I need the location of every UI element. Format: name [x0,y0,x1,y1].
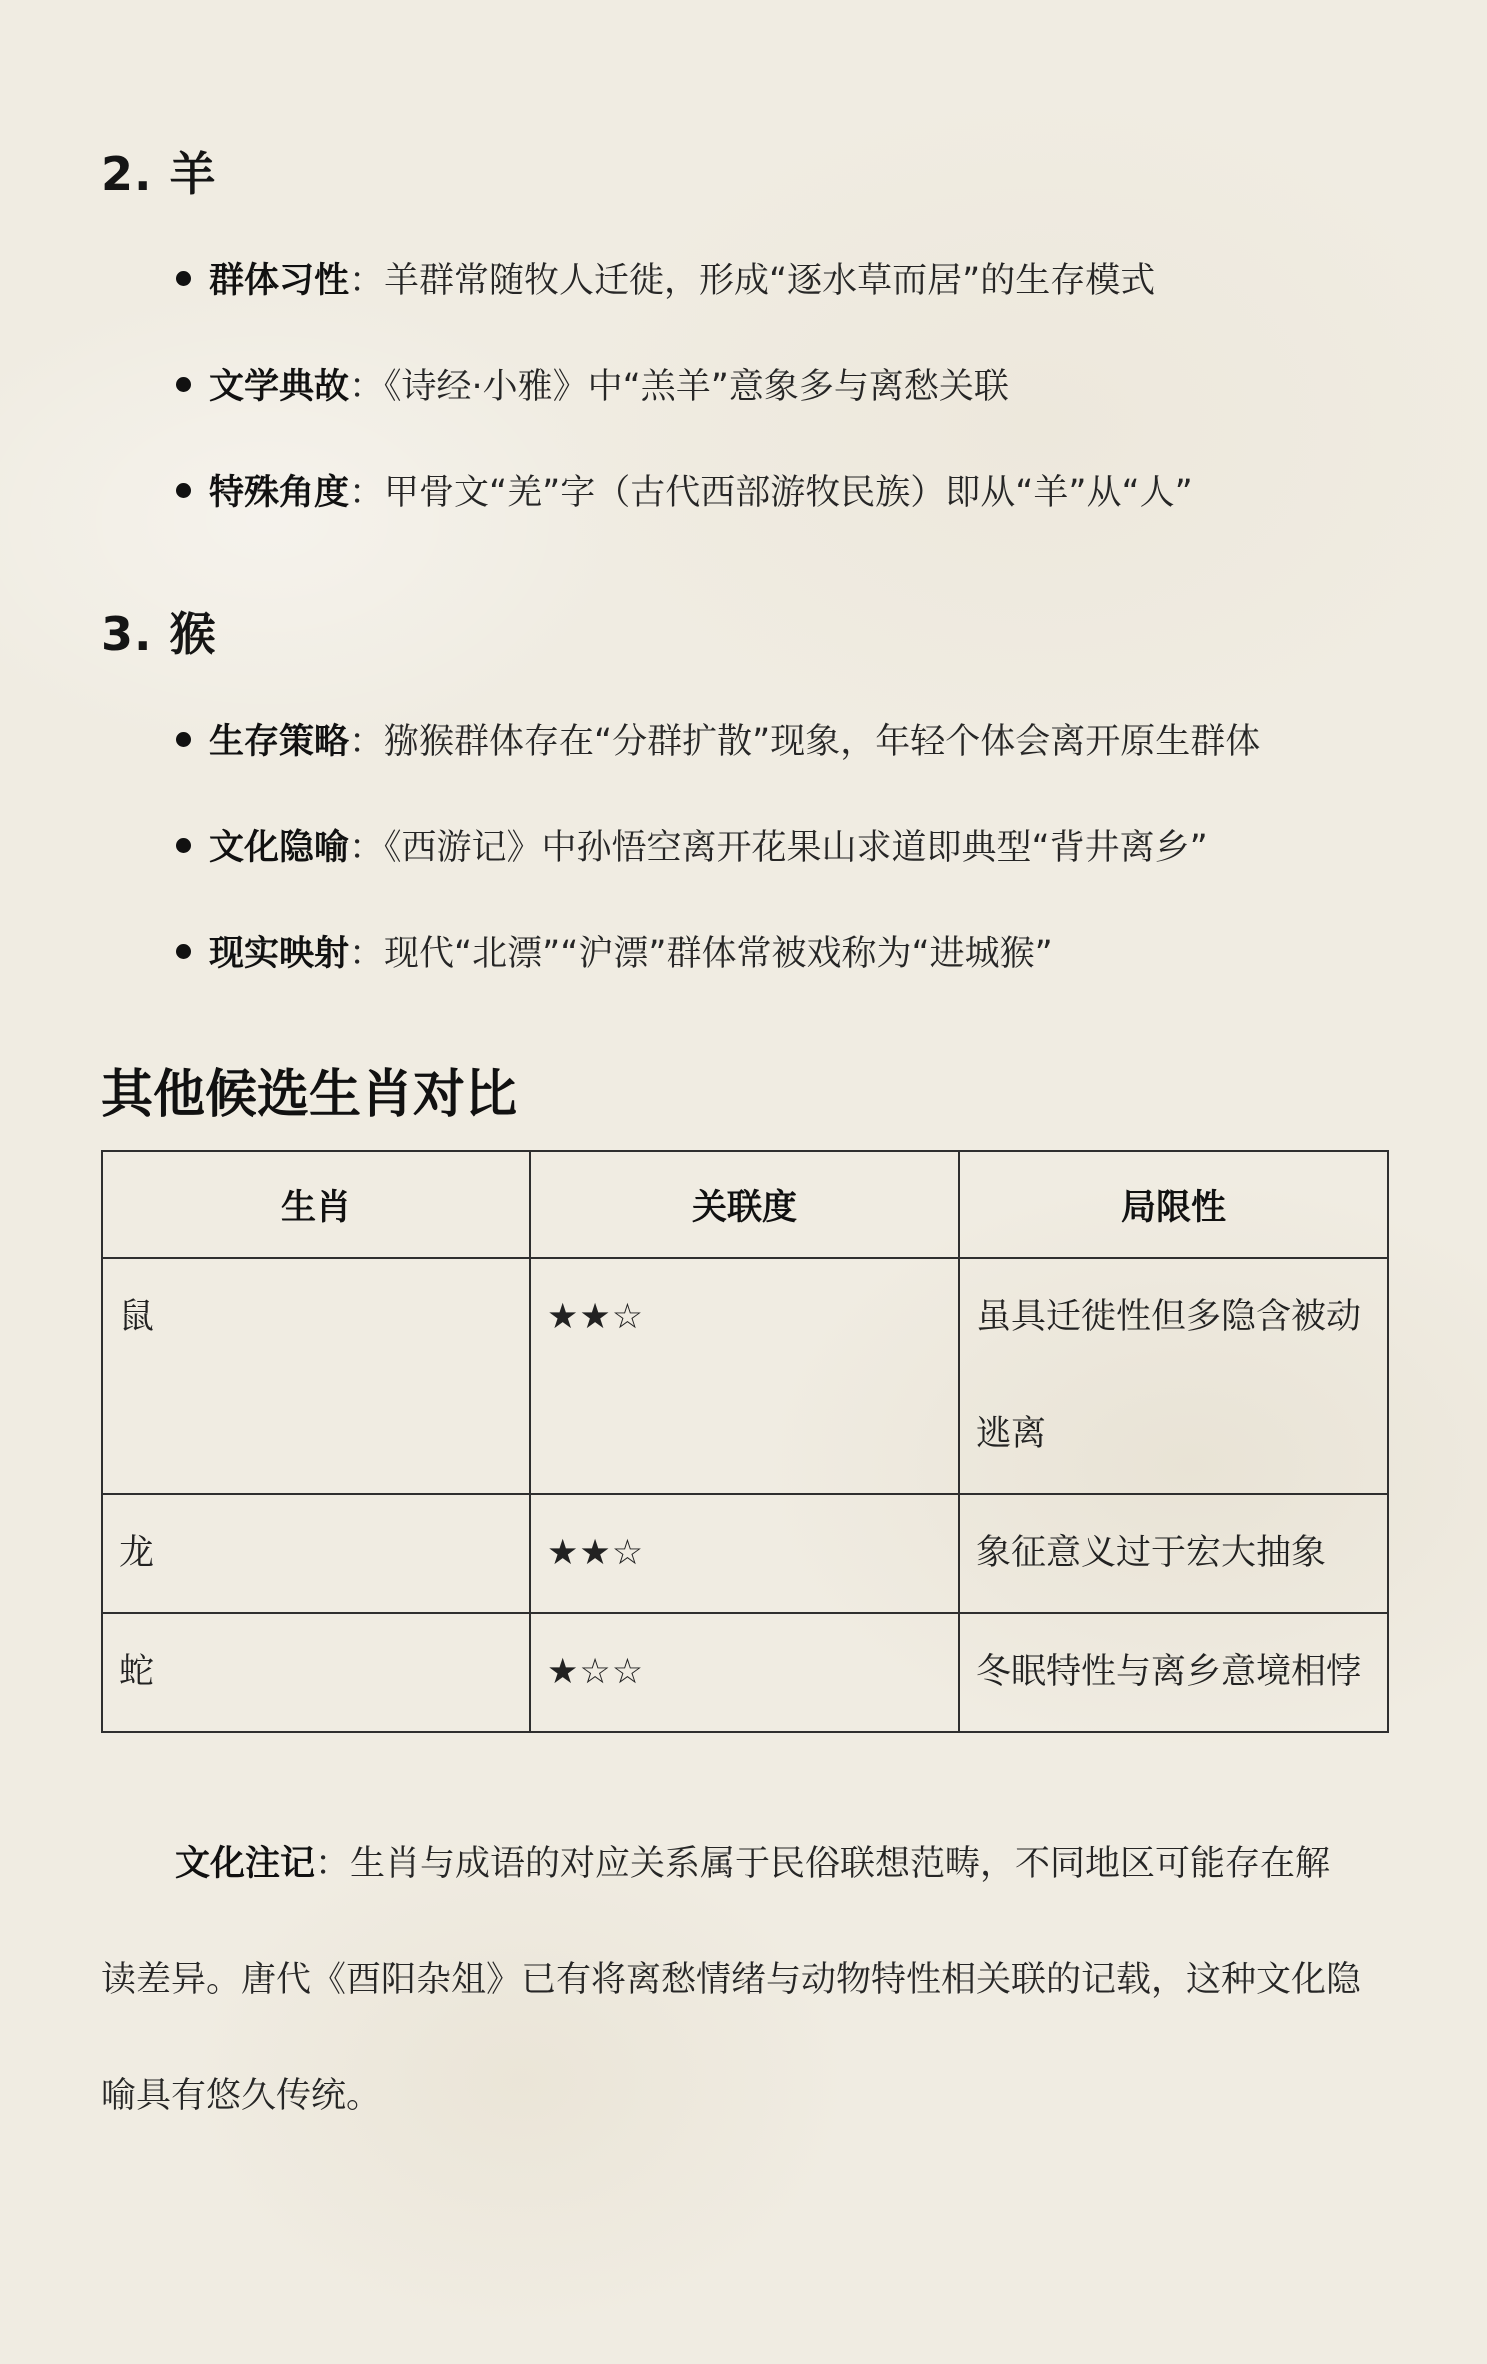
bullet-text: ：甲骨文“羌”字（古代西部游牧民族）即从“羊”从“人” [349,473,1193,513]
column-header-relevance: 关联度 [530,1151,959,1258]
limitation-cell: 冬眠特性与离乡意境相悖 [959,1613,1388,1732]
bullet-icon [176,732,191,747]
bullet-term: 特殊角度 [209,473,350,513]
bullet-term: 文学典故 [209,367,350,407]
bullet-term: 群体习性 [209,261,350,301]
comparison-heading: 其他候选生肖对比 [101,1065,518,1125]
zodiac-cell: 鼠 [102,1258,530,1494]
list-item [176,898,1406,1004]
table-header-row [102,1151,1388,1258]
list-item [176,792,1406,898]
list-item [176,331,1406,437]
list-item [176,437,1406,543]
note-text: ：生肖与成语的对应关系属于民俗联想范畴，不同地区可能存在解读差异。唐代《酉阳杂俎》已有将离愁情绪与动物特性相关联的记载，这种文化隐喻具有悠久传统。 [101,1844,1362,2116]
bullet-text: ：《西游记》中孙悟空离开花果山求道即典型“背井离乡” [349,828,1208,868]
section-title-monkey: 3. 猴 [101,607,217,661]
zodiac-cell: 蛇 [102,1613,530,1732]
list-item [176,686,1406,792]
column-header-limitation: 局限性 [959,1151,1388,1258]
bullet-text: ：《诗经·小雅》中“羔羊”意象多与离愁关联 [349,367,1009,407]
bullet-text: ：羊群常随牧人迁徙，形成“逐水草而居”的生存模式 [349,261,1156,301]
bullet-term: 现实映射 [209,934,350,974]
sheep-bullet-list [176,225,1406,543]
zodiac-cell: 龙 [102,1494,530,1613]
note-term: 文化注记 [175,1844,316,1884]
bullet-text: ：现代“北漂”“沪漂”群体常被戏称为“进城猴” [349,934,1053,974]
relevance-stars: ★☆☆ [530,1613,959,1732]
monkey-bullet-list [176,686,1406,1004]
bullet-icon [176,377,191,392]
bullet-text: ：猕猴群体存在“分群扩散”现象，年轻个体会离开原生群体 [349,722,1261,762]
table-row [102,1258,1388,1494]
section-title-sheep: 2. 羊 [101,147,217,201]
column-header-zodiac: 生肖 [102,1151,530,1258]
relevance-stars: ★★☆ [530,1494,959,1613]
bullet-icon [176,483,191,498]
bullet-term: 文化隐喻 [209,828,350,868]
limitation-cell: 虽具迁徙性但多隐含被动逃离 [959,1258,1388,1494]
table-row [102,1494,1388,1613]
bullet-term: 生存策略 [209,722,350,762]
bullet-icon [176,944,191,959]
list-item [176,225,1406,331]
table-row [102,1613,1388,1732]
cultural-note [101,1806,1363,2154]
comparison-table [101,1150,1389,1733]
limitation-cell: 象征意义过于宏大抽象 [959,1494,1388,1613]
bullet-icon [176,271,191,286]
bullet-icon [176,838,191,853]
relevance-stars: ★★☆ [530,1258,959,1494]
